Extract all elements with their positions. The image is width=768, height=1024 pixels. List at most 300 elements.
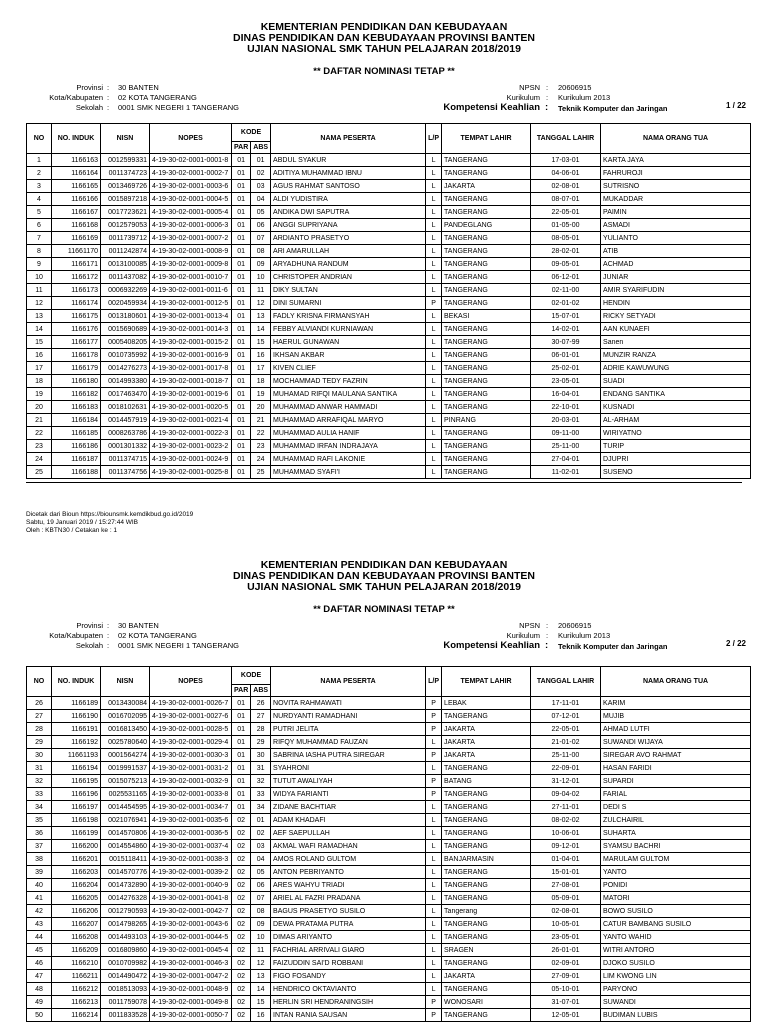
col-nama: NAMA PESERTA bbox=[271, 124, 426, 154]
cell-nisn: 0018102631 bbox=[101, 401, 150, 414]
cell-par: 01 bbox=[232, 154, 251, 167]
cell-nopes: 4-19-30-02-0001-0020-5 bbox=[150, 401, 232, 414]
cell-lp: L bbox=[426, 349, 442, 362]
cell-nama-orang-tua: TURIP bbox=[601, 440, 751, 453]
exam-title: UJIAN NASIONAL SMK TAHUN PELAJARAN 2018/2019 bbox=[247, 581, 521, 593]
cell-par: 02 bbox=[232, 853, 251, 866]
cell-nisn: 0011374715 bbox=[101, 453, 150, 466]
cell-nama-peserta: CHRISTOPER ANDRIAN bbox=[271, 271, 426, 284]
cell-lp: L bbox=[426, 167, 442, 180]
cell-nama-orang-tua: DJOKO SUSILO bbox=[601, 957, 751, 970]
cell-no: 18 bbox=[27, 375, 52, 388]
cell-no-induk: 1166176 bbox=[52, 323, 101, 336]
cell-nama-orang-tua: YANTO bbox=[601, 866, 751, 879]
cell-no-induk: 1166214 bbox=[52, 1009, 101, 1022]
col-orang-tua: NAMA ORANG TUA bbox=[601, 124, 751, 154]
cell-abs: 03 bbox=[251, 180, 271, 193]
col-tanggal-lahir: TANGGAL LAHIR bbox=[531, 124, 601, 154]
cell-abs: 04 bbox=[251, 193, 271, 206]
cell-nopes: 4-19-30-02-0001-0018-7 bbox=[150, 375, 232, 388]
cell-tempat-lahir: TANGERANG bbox=[442, 866, 531, 879]
school-info: Provinsi : 30 BANTEN Kota/Kabupaten : 02 KOTA TANGERANG Sekolah : 0001 SMK NEGERI 1 TANGERANG NPSN : 20606915 Kurikulum : Kurikulum 2013 Kompetensi Keahlian : Teknik Komputer dan Jaringan 2 / 22 bbox=[49, 621, 746, 651]
cell-tanggal-lahir: 02-11-00 bbox=[531, 284, 601, 297]
cell-tanggal-lahir: 26-01-01 bbox=[531, 944, 601, 957]
cell-nama-orang-tua: SUADI bbox=[601, 375, 751, 388]
table-row bbox=[27, 892, 751, 905]
cell-abs: 25 bbox=[251, 466, 271, 479]
cell-no: 46 bbox=[27, 957, 52, 970]
cell-no-induk: 1166173 bbox=[52, 284, 101, 297]
cell-abs: 08 bbox=[251, 245, 271, 258]
kompetensi-value: Teknik Komputer dan Jaringan bbox=[558, 642, 668, 651]
cell-tempat-lahir: TANGERANG bbox=[442, 440, 531, 453]
cell-tanggal-lahir: 02-08-01 bbox=[531, 905, 601, 918]
cell-tempat-lahir: JAKARTA bbox=[442, 736, 531, 749]
table-row bbox=[27, 749, 751, 762]
cell-lp: L bbox=[426, 827, 442, 840]
cell-nama-orang-tua: AL-ARHAM bbox=[601, 414, 751, 427]
cell-tanggal-lahir: 09-05-01 bbox=[531, 258, 601, 271]
provinsi-label: Provinsi bbox=[76, 621, 103, 630]
cell-no-induk: 1166187 bbox=[52, 453, 101, 466]
kurikulum-label: Kurikulum bbox=[506, 93, 540, 102]
kota-value: 02 KOTA TANGERANG bbox=[118, 93, 197, 102]
cell-par: 01 bbox=[232, 258, 251, 271]
kota-label: Kota/Kabupaten bbox=[49, 631, 103, 640]
cell-no-induk: 1166212 bbox=[52, 983, 101, 996]
cell-lp: L bbox=[426, 840, 442, 853]
cell-tanggal-lahir: 01-04-01 bbox=[531, 853, 601, 866]
cell-tempat-lahir: TANGERANG bbox=[442, 297, 531, 310]
cell-tempat-lahir: WONOSARI bbox=[442, 996, 531, 1009]
cell-no: 31 bbox=[27, 762, 52, 775]
cell-tempat-lahir: TANGERANG bbox=[442, 258, 531, 271]
cell-nama-orang-tua: SIREGAR AVO RAHMAT bbox=[601, 749, 751, 762]
table-row bbox=[27, 414, 751, 427]
cell-no-induk: 1166192 bbox=[52, 736, 101, 749]
cell-tempat-lahir: TANGERANG bbox=[442, 206, 531, 219]
table-row bbox=[27, 349, 751, 362]
cell-tanggal-lahir: 15-07-01 bbox=[531, 310, 601, 323]
cell-nisn: 0018513093 bbox=[101, 983, 150, 996]
cell-lp: P bbox=[426, 697, 442, 710]
table-row bbox=[27, 271, 751, 284]
cell-nama-peserta: FACHRIAL ARRIVALI GIARO bbox=[271, 944, 426, 957]
cell-nisn: 0014798265 bbox=[101, 918, 150, 931]
cell-nopes: 4-19-30-02-0001-0040-9 bbox=[150, 879, 232, 892]
cell-nisn: 0010735992 bbox=[101, 349, 150, 362]
cell-nama-orang-tua: WIRIYATNO bbox=[601, 427, 751, 440]
cell-nama-peserta: NURDYANTI RAMADHANI bbox=[271, 710, 426, 723]
cell-nama-orang-tua: ASMADI bbox=[601, 219, 751, 232]
cell-lp: L bbox=[426, 219, 442, 232]
report-page-1 bbox=[0, 21, 768, 534]
cell-nama-orang-tua: HENDIN bbox=[601, 297, 751, 310]
table-row bbox=[27, 297, 751, 310]
col-par: PAR bbox=[232, 685, 251, 697]
cell-lp: L bbox=[426, 310, 442, 323]
cell-lp: L bbox=[426, 414, 442, 427]
col-nisn: NISN bbox=[101, 124, 150, 154]
cell-nama-orang-tua: ZULCHAIRIL bbox=[601, 814, 751, 827]
cell-lp: L bbox=[426, 931, 442, 944]
cell-nama-peserta: AKMAL WAFI RAMADHAN bbox=[271, 840, 426, 853]
cell-par: 01 bbox=[232, 362, 251, 375]
cell-nopes: 4-19-30-02-0001-0021-4 bbox=[150, 414, 232, 427]
cell-par: 02 bbox=[232, 840, 251, 853]
cell-nama-peserta: FAIZUDDIN SAI'D ROBBANI bbox=[271, 957, 426, 970]
cell-tanggal-lahir: 15-01-01 bbox=[531, 866, 601, 879]
cell-nama-peserta: DIMAS ARIYANTO bbox=[271, 931, 426, 944]
cell-nama-peserta: ARI AMARULLAH bbox=[271, 245, 426, 258]
cell-nama-orang-tua: LIM KWONG LIN bbox=[601, 970, 751, 983]
cell-abs: 13 bbox=[251, 970, 271, 983]
cell-nisn: 0014570806 bbox=[101, 827, 150, 840]
cell-lp: L bbox=[426, 206, 442, 219]
cell-nama-peserta: MUHAMMAD ANWAR HAMMADI bbox=[271, 401, 426, 414]
cell-lp: L bbox=[426, 258, 442, 271]
cell-nopes: 4-19-30-02-0001-0035-6 bbox=[150, 814, 232, 827]
cell-nama-peserta: SYAHRONI bbox=[271, 762, 426, 775]
cell-tempat-lahir: TANGERANG bbox=[442, 271, 531, 284]
cell-abs: 27 bbox=[251, 710, 271, 723]
cell-lp: L bbox=[426, 245, 442, 258]
cell-no-induk: 1166167 bbox=[52, 206, 101, 219]
cell-nama-peserta: ADITIYA MUHAMMAD IBNU bbox=[271, 167, 426, 180]
cell-par: 01 bbox=[232, 349, 251, 362]
provinsi-label: Provinsi bbox=[76, 83, 103, 92]
cell-tempat-lahir: TANGERANG bbox=[442, 388, 531, 401]
cell-tempat-lahir: TANGERANG bbox=[442, 801, 531, 814]
cell-tempat-lahir: TANGERANG bbox=[442, 375, 531, 388]
cell-no: 47 bbox=[27, 970, 52, 983]
cell-no-induk: 1166175 bbox=[52, 310, 101, 323]
provinsi-value: 30 BANTEN bbox=[118, 621, 159, 630]
cell-par: 02 bbox=[232, 879, 251, 892]
cell-no-induk: 1166211 bbox=[52, 970, 101, 983]
cell-lp: L bbox=[426, 284, 442, 297]
cell-tempat-lahir: TANGERANG bbox=[442, 323, 531, 336]
cell-nama-peserta: ALDI YUDISTIRA bbox=[271, 193, 426, 206]
cell-lp: L bbox=[426, 801, 442, 814]
cell-no: 41 bbox=[27, 892, 52, 905]
cell-no: 12 bbox=[27, 297, 52, 310]
cell-tempat-lahir: TANGERANG bbox=[442, 284, 531, 297]
cell-nopes: 4-19-30-02-0001-0012-5 bbox=[150, 297, 232, 310]
cell-nama-peserta: DINI SUMARNI bbox=[271, 297, 426, 310]
cell-nisn: 0014493103 bbox=[101, 931, 150, 944]
cell-nama-peserta: AEF SAEPULLAH bbox=[271, 827, 426, 840]
cell-no-induk: 1166197 bbox=[52, 801, 101, 814]
cell-nama-orang-tua: AAN KUNAEFI bbox=[601, 323, 751, 336]
cell-nama-orang-tua: SYAMSU BACHRI bbox=[601, 840, 751, 853]
cell-abs: 11 bbox=[251, 284, 271, 297]
cell-par: 01 bbox=[232, 206, 251, 219]
cell-nama-orang-tua: BOWO SUSILO bbox=[601, 905, 751, 918]
table-row bbox=[27, 219, 751, 232]
cell-no: 36 bbox=[27, 827, 52, 840]
cell-no: 38 bbox=[27, 853, 52, 866]
table-row bbox=[27, 258, 751, 271]
cell-par: 02 bbox=[232, 892, 251, 905]
cell-lp: L bbox=[426, 323, 442, 336]
cell-no: 21 bbox=[27, 414, 52, 427]
cell-tanggal-lahir: 22-05-01 bbox=[531, 206, 601, 219]
cell-lp: P bbox=[426, 723, 442, 736]
cell-nisn: 0014276328 bbox=[101, 892, 150, 905]
cell-nama-orang-tua: SUTRISNO bbox=[601, 180, 751, 193]
cell-abs: 34 bbox=[251, 801, 271, 814]
col-lp: L/P bbox=[426, 667, 442, 697]
cell-nopes: 4-19-30-02-0001-0003-6 bbox=[150, 180, 232, 193]
cell-nopes: 4-19-30-02-0001-0041-8 bbox=[150, 892, 232, 905]
cell-abs: 16 bbox=[251, 1009, 271, 1022]
cell-tempat-lahir: TANGERANG bbox=[442, 957, 531, 970]
table-row bbox=[27, 401, 751, 414]
cell-abs: 31 bbox=[251, 762, 271, 775]
cell-nama-peserta: DIKY SULTAN bbox=[271, 284, 426, 297]
cell-lp: L bbox=[426, 362, 442, 375]
cell-no-induk: 1166205 bbox=[52, 892, 101, 905]
cell-par: 02 bbox=[232, 918, 251, 931]
cell-par: 02 bbox=[232, 1009, 251, 1022]
cell-nopes: 4-19-30-02-0001-0046-3 bbox=[150, 957, 232, 970]
cell-abs: 04 bbox=[251, 853, 271, 866]
cell-par: 01 bbox=[232, 453, 251, 466]
cell-no-induk: 1166182 bbox=[52, 388, 101, 401]
cell-lp: P bbox=[426, 1009, 442, 1022]
cell-no-induk: 1166199 bbox=[52, 827, 101, 840]
cell-abs: 18 bbox=[251, 375, 271, 388]
cell-no-induk: 1166194 bbox=[52, 762, 101, 775]
cell-nama-orang-tua: SUHARTA bbox=[601, 827, 751, 840]
cell-no-induk: 1166204 bbox=[52, 879, 101, 892]
cell-lp: L bbox=[426, 336, 442, 349]
cell-nisn: 0014276273 bbox=[101, 362, 150, 375]
cell-nama-peserta: MUHAMMAD SYAFI'I bbox=[271, 466, 426, 479]
cell-tanggal-lahir: 07-12-01 bbox=[531, 710, 601, 723]
cell-no: 6 bbox=[27, 219, 52, 232]
cell-tempat-lahir: Tangerang bbox=[442, 905, 531, 918]
cell-nama-orang-tua: ENDANG SANTIKA bbox=[601, 388, 751, 401]
cell-nopes: 4-19-30-02-0001-0027-6 bbox=[150, 710, 232, 723]
cell-par: 01 bbox=[232, 180, 251, 193]
cell-nopes: 4-19-30-02-0001-0019-6 bbox=[150, 388, 232, 401]
document-title: ** DAFTAR NOMINASI TETAP ** bbox=[313, 66, 455, 77]
cell-abs: 05 bbox=[251, 206, 271, 219]
cell-lp: L bbox=[426, 814, 442, 827]
cell-no: 17 bbox=[27, 362, 52, 375]
cell-nisn: 0005408205 bbox=[101, 336, 150, 349]
table-row bbox=[27, 284, 751, 297]
cell-abs: 11 bbox=[251, 944, 271, 957]
cell-nama-orang-tua: MUNZIR RANZA bbox=[601, 349, 751, 362]
cell-nama-orang-tua: ATIB bbox=[601, 245, 751, 258]
report-page-2 bbox=[0, 559, 768, 1019]
cell-nama-peserta: MUHAMMAD ARRAFIQAL MARYO bbox=[271, 414, 426, 427]
cell-no: 5 bbox=[27, 206, 52, 219]
cell-par: 01 bbox=[232, 219, 251, 232]
cell-nisn: 0016813450 bbox=[101, 723, 150, 736]
cell-nisn: 0011374723 bbox=[101, 167, 150, 180]
cell-tempat-lahir: TANGERANG bbox=[442, 245, 531, 258]
cell-nama-peserta: MUHAMMAD RAFI LAKONIE bbox=[271, 453, 426, 466]
cell-nama-orang-tua: AMIR SYARIFUDIN bbox=[601, 284, 751, 297]
col-tempat-lahir: TEMPAT LAHIR bbox=[442, 667, 531, 697]
cell-tempat-lahir: TANGERANG bbox=[442, 931, 531, 944]
cell-abs: 07 bbox=[251, 232, 271, 245]
cell-lp: L bbox=[426, 944, 442, 957]
cell-nama-peserta: ZIDANE BACHTIAR bbox=[271, 801, 426, 814]
col-tanggal-lahir: TANGGAL LAHIR bbox=[531, 667, 601, 697]
cell-tempat-lahir: TANGERANG bbox=[442, 892, 531, 905]
cell-abs: 05 bbox=[251, 866, 271, 879]
cell-lp: L bbox=[426, 957, 442, 970]
cell-nama-orang-tua: PAIMIN bbox=[601, 206, 751, 219]
cell-tanggal-lahir: 05-09-01 bbox=[531, 892, 601, 905]
col-kode: KODE bbox=[232, 124, 271, 142]
cell-nisn: 0016809860 bbox=[101, 944, 150, 957]
cell-no: 24 bbox=[27, 453, 52, 466]
agency-title: DINAS PENDIDIKAN DAN KEBUDAYAAN PROVINSI BANTEN bbox=[232, 32, 535, 44]
cell-no: 11 bbox=[27, 284, 52, 297]
cell-tanggal-lahir: 09-12-01 bbox=[531, 840, 601, 853]
table-row bbox=[27, 336, 751, 349]
cell-no-induk: 1166177 bbox=[52, 336, 101, 349]
nominee-table bbox=[26, 666, 751, 1022]
table-row bbox=[27, 723, 751, 736]
col-nisn: NISN bbox=[101, 667, 150, 697]
cell-par: 01 bbox=[232, 466, 251, 479]
cell-no: 22 bbox=[27, 427, 52, 440]
cell-nama-peserta: PUTRI JELITA bbox=[271, 723, 426, 736]
cell-lp: L bbox=[426, 453, 442, 466]
table-row bbox=[27, 983, 751, 996]
cell-nopes: 4-19-30-02-0001-0005-4 bbox=[150, 206, 232, 219]
cell-nisn: 0014454595 bbox=[101, 801, 150, 814]
col-nopes: NOPES bbox=[150, 124, 232, 154]
cell-nopes: 4-19-30-02-0001-0044-5 bbox=[150, 931, 232, 944]
cell-par: 01 bbox=[232, 736, 251, 749]
cell-no: 27 bbox=[27, 710, 52, 723]
cell-tempat-lahir: TANGERANG bbox=[442, 788, 531, 801]
cell-no: 42 bbox=[27, 905, 52, 918]
kompetensi-label: Kompetensi Keahlian bbox=[443, 640, 540, 651]
npsn-label: NPSN bbox=[519, 621, 540, 630]
cell-abs: 15 bbox=[251, 996, 271, 1009]
cell-nisn: 0017723621 bbox=[101, 206, 150, 219]
cell-nisn: 0015690689 bbox=[101, 323, 150, 336]
cell-abs: 10 bbox=[251, 271, 271, 284]
cell-nama-peserta: ARES WAHYU TRIADI bbox=[271, 879, 426, 892]
table-row bbox=[27, 970, 751, 983]
table-row bbox=[27, 762, 751, 775]
cell-nisn: 0015118411 bbox=[101, 853, 150, 866]
cell-no-induk: 1166208 bbox=[52, 931, 101, 944]
cell-tanggal-lahir: 23-05-01 bbox=[531, 931, 601, 944]
cell-no-induk: 1166210 bbox=[52, 957, 101, 970]
cell-tempat-lahir: TANGERANG bbox=[442, 918, 531, 931]
col-kode: KODE bbox=[232, 667, 271, 685]
cell-abs: 09 bbox=[251, 258, 271, 271]
col-abs: ABS bbox=[251, 142, 271, 154]
table-row bbox=[27, 193, 751, 206]
table-row bbox=[27, 154, 751, 167]
cell-par: 01 bbox=[232, 801, 251, 814]
footer-operator: Oleh : KBTN30 / Cetakan ke : 1 bbox=[26, 527, 118, 534]
cell-nama-peserta: AMOS ROLAND GULTOM bbox=[271, 853, 426, 866]
cell-tanggal-lahir: 31-07-01 bbox=[531, 996, 601, 1009]
cell-par: 01 bbox=[232, 388, 251, 401]
cell-no: 48 bbox=[27, 983, 52, 996]
cell-nama-peserta: SABRINA IASHA PUTRA SIREGAR bbox=[271, 749, 426, 762]
cell-no: 15 bbox=[27, 336, 52, 349]
table-row bbox=[27, 310, 751, 323]
cell-tempat-lahir: TANGERANG bbox=[442, 827, 531, 840]
cell-no-induk: 1166201 bbox=[52, 853, 101, 866]
cell-nama-peserta: ANDIKA DWI SAPUTRA bbox=[271, 206, 426, 219]
cell-tempat-lahir: PINRANG bbox=[442, 414, 531, 427]
cell-abs: 30 bbox=[251, 749, 271, 762]
cell-no: 40 bbox=[27, 879, 52, 892]
cell-nama-peserta: TUTUT AWALIYAH bbox=[271, 775, 426, 788]
cell-nisn: 0014732890 bbox=[101, 879, 150, 892]
cell-nisn: 0017463470 bbox=[101, 388, 150, 401]
cell-tempat-lahir: TANGERANG bbox=[442, 710, 531, 723]
cell-nama-peserta: MOCHAMMAD TEDY FAZRIN bbox=[271, 375, 426, 388]
table-row bbox=[27, 944, 751, 957]
cell-no-induk: 1166188 bbox=[52, 466, 101, 479]
cell-abs: 20 bbox=[251, 401, 271, 414]
cell-nopes: 4-19-30-02-0001-0022-3 bbox=[150, 427, 232, 440]
col-no-induk: NO. INDUK bbox=[52, 667, 101, 697]
table-row bbox=[27, 710, 751, 723]
npsn-value: 20606915 bbox=[558, 83, 592, 92]
cell-lp: L bbox=[426, 232, 442, 245]
cell-tempat-lahir: TANGERANG bbox=[442, 167, 531, 180]
cell-par: 01 bbox=[232, 762, 251, 775]
cell-abs: 15 bbox=[251, 336, 271, 349]
cell-nama-orang-tua: PARYONO bbox=[601, 983, 751, 996]
cell-no: 9 bbox=[27, 258, 52, 271]
cell-no: 19 bbox=[27, 388, 52, 401]
cell-nopes: 4-19-30-02-0001-0009-8 bbox=[150, 258, 232, 271]
cell-lp: L bbox=[426, 905, 442, 918]
cell-no: 44 bbox=[27, 931, 52, 944]
cell-no: 34 bbox=[27, 801, 52, 814]
cell-nama-peserta: MUHAMMAD AULIA HANIF bbox=[271, 427, 426, 440]
cell-no-induk: 1166172 bbox=[52, 271, 101, 284]
cell-par: 01 bbox=[232, 232, 251, 245]
cell-tanggal-lahir: 20-03-01 bbox=[531, 414, 601, 427]
cell-par: 01 bbox=[232, 697, 251, 710]
cell-par: 01 bbox=[232, 710, 251, 723]
cell-par: 01 bbox=[232, 723, 251, 736]
cell-tanggal-lahir: 08-02-02 bbox=[531, 814, 601, 827]
cell-nisn: 0013100085 bbox=[101, 258, 150, 271]
cell-no-induk: 11661170 bbox=[52, 245, 101, 258]
cell-tanggal-lahir: 01-05-00 bbox=[531, 219, 601, 232]
cell-abs: 14 bbox=[251, 323, 271, 336]
cell-nama-orang-tua: FAHRUROJI bbox=[601, 167, 751, 180]
cell-lp: L bbox=[426, 375, 442, 388]
cell-nisn: 0014554860 bbox=[101, 840, 150, 853]
table-row bbox=[27, 362, 751, 375]
cell-tempat-lahir: JAKARTA bbox=[442, 749, 531, 762]
cell-no-induk: 1166195 bbox=[52, 775, 101, 788]
cell-nama-peserta: NOVITA RAHMAWATI bbox=[271, 697, 426, 710]
cell-no-induk: 1166203 bbox=[52, 866, 101, 879]
